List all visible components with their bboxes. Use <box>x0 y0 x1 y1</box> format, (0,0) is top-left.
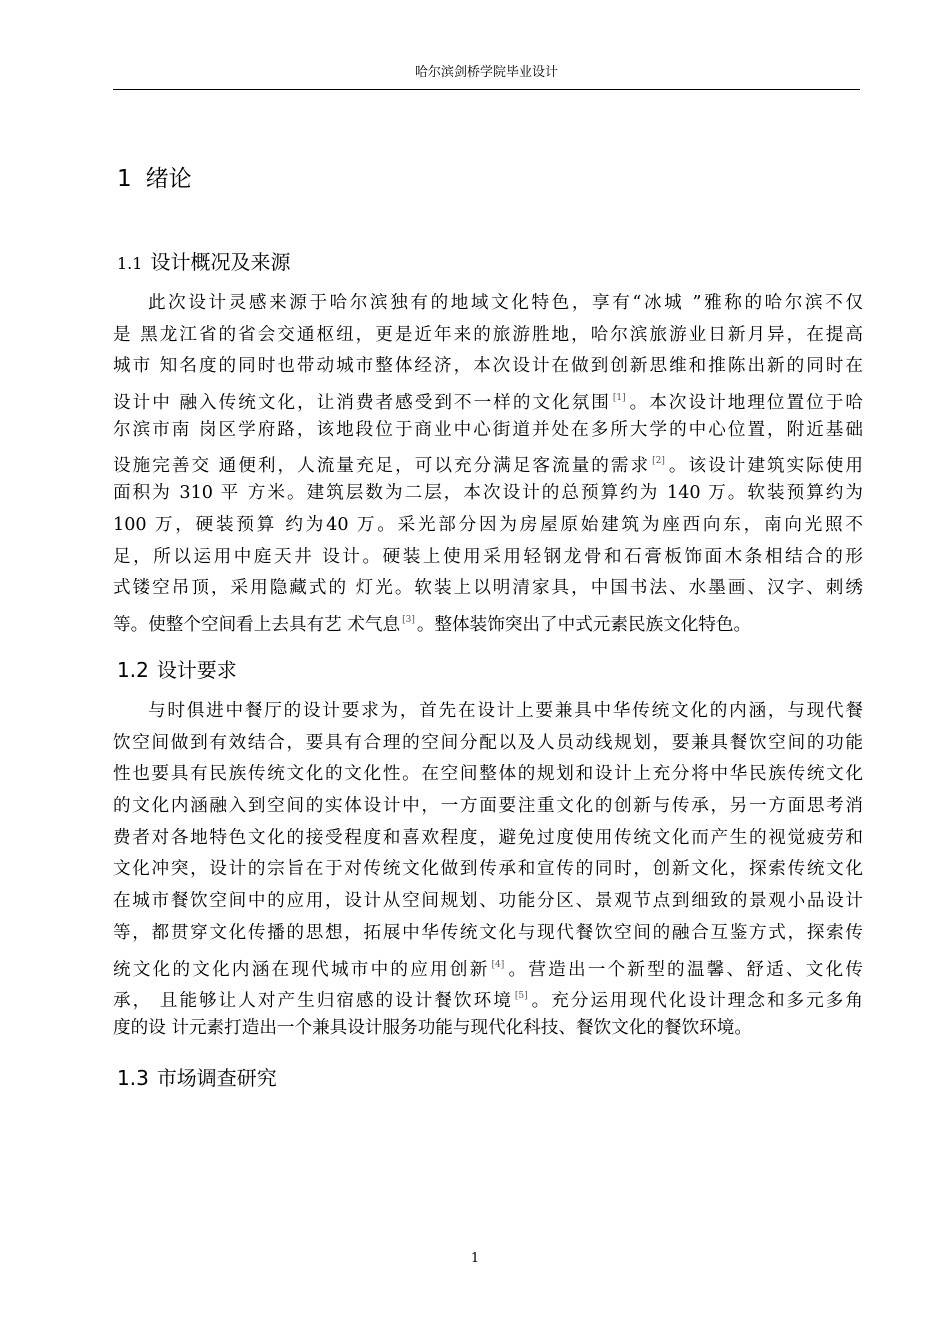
text-line <box>113 478 863 510</box>
section-1-1-paragraph <box>113 288 863 637</box>
text-run: 等。使整个空间看上去具有艺 术气息 <box>113 614 401 635</box>
text-line <box>113 854 863 886</box>
text-line <box>113 446 863 478</box>
text-run: 文化冲突，设计的宗旨在于对传统文化做到传承和宣传的同时，创新文化，探索传统文化 <box>113 859 863 880</box>
text-line <box>113 542 863 574</box>
text-line <box>113 981 863 1013</box>
text-run: 饮空间做到有效结合，要具有合理的空间分配以及人员动线规划，要兼具餐饮空间的功能 <box>113 732 863 753</box>
text-run: 足，所以运用中庭天井 设计。硬装上使用采用轻钢龙骨和石膏板饰面木条相结合的形 <box>113 546 863 567</box>
section-number: 1.1 <box>117 254 143 273</box>
text-line <box>113 288 863 320</box>
section-heading-1-3 <box>117 1064 277 1092</box>
section-title: 设计要求 <box>156 658 237 682</box>
text-line <box>113 759 863 791</box>
citation-ref: [5] <box>514 991 528 1002</box>
text-line <box>113 383 863 415</box>
text-line <box>113 791 863 823</box>
text-run: 面积为 310 平 方米。建筑层数为二层，本次设计的总预算约为 140 万。软装预算约为 <box>113 483 863 504</box>
text-run: 性也要具有民族传统文化的文化性。在空间整体的规划和设计上充分将中华民族传统文化 <box>113 764 863 785</box>
page-header <box>113 64 860 90</box>
text-run: 与时俱进中餐厅的设计要求为，首先在设计上要兼具中华传统文化的内涵，与现代餐 <box>148 701 863 721</box>
text-line <box>113 728 863 760</box>
text-line <box>113 918 863 950</box>
text-line <box>113 950 863 982</box>
text-run: 城市 知名度的同时也带动城市整体经济，本次设计在做到创新思维和推陈出新的同时在 <box>113 356 863 377</box>
text-run: 在城市餐饮空间中的应用，设计从空间规划、功能分区、景观节点到细致的景观小品设计 <box>113 891 863 912</box>
text-line <box>113 351 863 383</box>
section-heading-1-1 <box>117 248 290 278</box>
header-title: 哈尔滨剑桥学院毕业设计 <box>414 65 558 80</box>
text-run: 的文化内涵融入到空间的实体设计中，一方面要注重文化的创新与传承，另一方面思考消 <box>113 796 863 817</box>
text-run: 。充分运用现代化设计理念和多元多角 <box>529 991 863 1012</box>
text-run: 等，都贯穿文化传播的思想，拓展中华传统文化与现代餐饮空间的融合互鉴方式，探索传 <box>113 922 863 943</box>
text-run: 费者对各地特色文化的接受程度和喜欢程度，避免过度使用传统文化而产生的视觉疲劳和 <box>113 827 863 848</box>
text-run: 度的设 计元素打造出一个兼具设计服务功能与现代化科技、餐饮文化的餐饮环境。 <box>113 1017 752 1038</box>
text-line <box>113 573 863 605</box>
text-run: 设计中 融入传统文化，让消费者感受到不一样的文化氛围 <box>113 393 611 414</box>
citation-ref: [4] <box>491 959 505 970</box>
text-run: 。营造出一个新型的温馨、舒适、文化传 <box>506 959 863 980</box>
citation-ref: [3] <box>402 614 415 625</box>
text-run: 尔滨市南 岗区学府路，该地段位于商业中心街道并处在多所大学的中心位置，附近基础 <box>113 419 863 440</box>
section-number: 1.3 <box>117 1066 149 1090</box>
chapter-heading <box>117 164 192 194</box>
chapter-number: 1 <box>117 166 132 192</box>
citation-ref: [2] <box>652 456 665 467</box>
citation-ref: [1] <box>612 393 626 404</box>
text-line <box>113 886 863 918</box>
text-run: 是 黑龙江省的省会交通枢纽，更是近年来的旅游胜地，哈尔滨旅游业日新月异，在提高 <box>113 324 863 345</box>
text-run: 统文化的文化内涵在现代城市中的应用创新 <box>113 959 490 980</box>
section-title: 设计概况及来源 <box>150 250 291 274</box>
section-title: 市场调查研究 <box>156 1066 277 1090</box>
text-line <box>113 415 863 447</box>
section-1-2-paragraph <box>113 696 863 1045</box>
page-number-text: 1 <box>470 1251 480 1266</box>
text-run: 设施完善交 通便利，人流量充足，可以充分满足客流量的需求 <box>113 456 651 477</box>
section-number: 1.2 <box>117 658 149 682</box>
chapter-title: 绪论 <box>145 166 192 192</box>
text-run: 。该设计建筑实际使用 <box>666 456 863 477</box>
text-run: 式镂空吊顶，采用隐藏式的 灯光。软装上以明清家具，中国书法、水墨画、汉字、刺绣 <box>113 578 863 599</box>
text-line <box>113 823 863 855</box>
text-line <box>113 320 863 352</box>
text-line <box>113 1013 863 1045</box>
text-line <box>113 605 863 637</box>
page-number <box>0 1251 950 1266</box>
section-heading-1-2 <box>117 656 237 684</box>
text-line <box>113 696 863 728</box>
text-run: 100 万，硬装预算 约为40 万。采光部分因为房屋原始建筑为座西向东，南向光照不 <box>113 514 863 535</box>
text-run: 。整体装饰突出了中式元素民族文化特色。 <box>416 614 752 635</box>
text-run: 。本次设计地理位置位于哈 <box>627 393 863 414</box>
text-run: 此次设计灵感来源于哈尔滨独有的地域文化特色，享有“冰城 ”雅称的哈尔滨不仅 <box>148 293 863 313</box>
text-run: 承， 且能够让人对产生归宿感的设计餐饮环境 <box>113 991 513 1012</box>
text-line <box>113 510 863 542</box>
